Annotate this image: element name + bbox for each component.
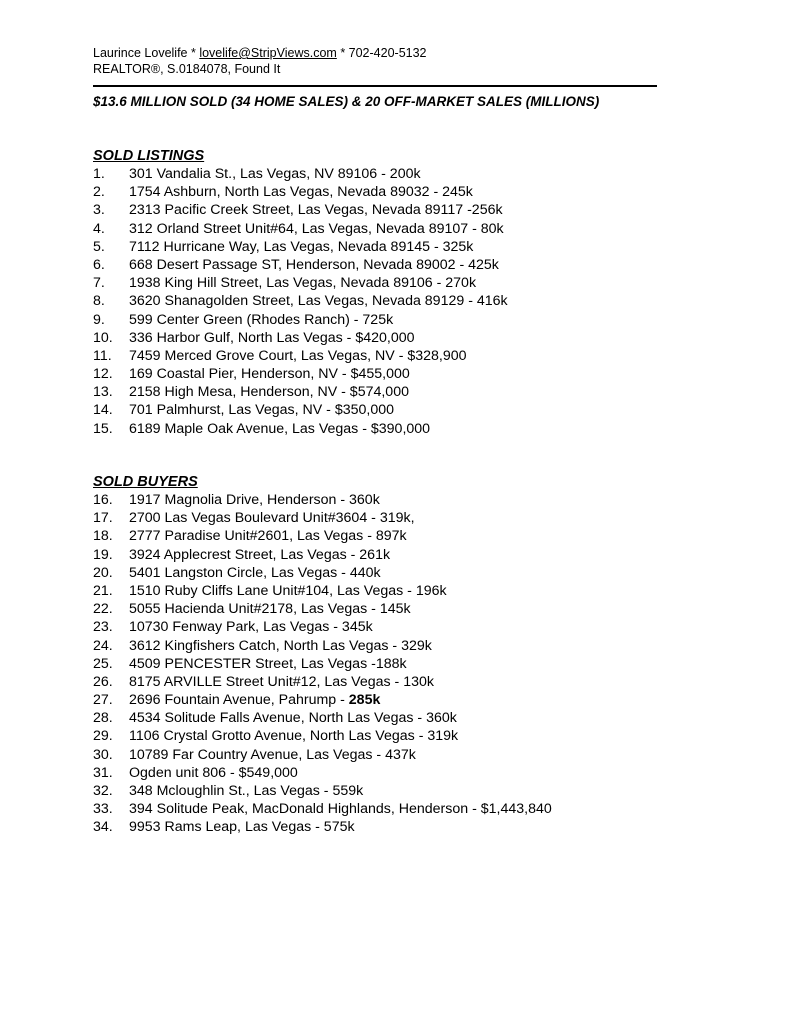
list-item bbox=[93, 564, 552, 582]
list-item bbox=[93, 365, 508, 383]
header-divider bbox=[93, 85, 657, 87]
item-text: 2696 Fountain Avenue, Pahrump - bbox=[129, 692, 349, 709]
item-text: 1106 Crystal Grotto Avenue, North Las Vegas - 319k bbox=[129, 728, 459, 745]
item-text: 7459 Merced Grove Court, Las Vegas, NV - $328,900 bbox=[129, 347, 467, 364]
item-text: 2158 High Mesa, Henderson, NV - $574,000 bbox=[129, 384, 409, 401]
contact-header bbox=[93, 45, 427, 77]
item-number: 4. bbox=[93, 220, 105, 237]
item-number: 28. bbox=[93, 710, 113, 727]
item-number: 24. bbox=[93, 637, 113, 654]
item-number: 30. bbox=[93, 746, 113, 763]
item-text: 7112 Hurricane Way, Las Vegas, Nevada 89145 - 325k bbox=[129, 238, 474, 255]
item-text: 1938 King Hill Street, Las Vegas, Nevada 89106 - 270k bbox=[129, 275, 477, 292]
item-text: 169 Coastal Pier, Henderson, NV - $455,000 bbox=[129, 366, 410, 383]
item-number: 26. bbox=[93, 673, 113, 690]
item-text: 5055 Hacienda Unit#2178, Las Vegas - 145k bbox=[129, 601, 411, 618]
list-item bbox=[93, 383, 508, 401]
item-number: 3. bbox=[93, 202, 105, 219]
item-number: 17. bbox=[93, 510, 113, 527]
list-item bbox=[93, 165, 508, 183]
list-item bbox=[93, 637, 552, 655]
list-item bbox=[93, 292, 508, 310]
item-number: 19. bbox=[93, 546, 113, 563]
item-number: 6. bbox=[93, 256, 105, 273]
item-number: 2. bbox=[93, 184, 105, 201]
list-item bbox=[93, 673, 552, 691]
email-link[interactable]: lovelife@StripViews.com bbox=[199, 46, 337, 60]
item-price-bold: 285k bbox=[348, 692, 381, 709]
item-text: 1754 Ashburn, North Las Vegas, Nevada 89032 - 245k bbox=[129, 184, 473, 201]
item-text: 10730 Fenway Park, Las Vegas - 345k bbox=[129, 619, 373, 636]
item-text: 599 Center Green (Rhodes Ranch) - 725k bbox=[129, 311, 394, 328]
item-number: 8. bbox=[93, 293, 105, 310]
item-text: 348 Mcloughlin St., Las Vegas - 559k bbox=[129, 783, 364, 799]
license-line: REALTOR®, S.0184078, Found It bbox=[93, 62, 281, 76]
item-number: 1. bbox=[93, 166, 105, 182]
item-text: 9953 Rams Leap, Las Vegas - 575k bbox=[129, 819, 355, 836]
item-text: 6189 Maple Oak Avenue, Las Vegas - $390,000 bbox=[129, 420, 431, 437]
item-text: Ogden unit 806 - $549,000 bbox=[129, 764, 298, 781]
item-text: 1510 Ruby Cliffs Lane Unit#104, Las Vegas - 196k bbox=[129, 582, 447, 599]
sold-listings-list bbox=[93, 165, 508, 438]
item-text: 394 Solitude Peak, MacDonald Highlands, Henderson - $1,443,840 bbox=[129, 801, 552, 818]
list-item bbox=[93, 618, 552, 636]
item-number: 29. bbox=[93, 728, 113, 745]
item-number: 11. bbox=[93, 347, 112, 364]
item-number: 23. bbox=[93, 619, 113, 636]
list-item bbox=[93, 800, 552, 818]
item-text: 3924 Applecrest Street, Las Vegas - 261k bbox=[129, 546, 391, 563]
item-number: 12. bbox=[93, 366, 113, 383]
item-text: 301 Vandalia St., Las Vegas, NV 89106 - 200k bbox=[129, 166, 421, 182]
item-number: 33. bbox=[93, 801, 113, 818]
item-text: 3620 Shanagolden Street, Las Vegas, Nevada 89129 - 416k bbox=[129, 293, 508, 310]
list-item bbox=[93, 347, 508, 365]
item-text: 336 Harbor Gulf, North Las Vegas - $420,000 bbox=[129, 329, 415, 346]
item-number: 21. bbox=[93, 582, 113, 599]
list-item bbox=[93, 401, 508, 419]
sales-headline: $13.6 MILLION SOLD (34 HOME SALES) & 20 OFF-MARKET SALES (MILLIONS) bbox=[93, 94, 600, 109]
item-text: 1917 Magnolia Drive, Henderson - 360k bbox=[129, 492, 380, 508]
item-text: 8175 ARVILLE Street Unit#12, Las Vegas - 130k bbox=[129, 673, 434, 690]
list-item bbox=[93, 329, 508, 347]
sold-buyers-title: SOLD BUYERS bbox=[93, 474, 198, 490]
item-number: 27. bbox=[93, 692, 113, 709]
agent-name: Laurince Lovelife * bbox=[93, 46, 200, 60]
agent-phone: * 702-420-5132 bbox=[336, 46, 427, 60]
item-text: 701 Palmhurst, Las Vegas, NV - $350,000 bbox=[129, 402, 394, 419]
list-item bbox=[93, 600, 552, 618]
list-item bbox=[93, 691, 552, 709]
item-text: 4534 Solitude Falls Avenue, North Las Vegas - 360k bbox=[129, 710, 457, 727]
list-item bbox=[93, 311, 508, 329]
list-item bbox=[93, 655, 552, 673]
item-number: 20. bbox=[93, 564, 113, 581]
sold-buyers-list bbox=[93, 491, 552, 837]
list-item bbox=[93, 238, 508, 256]
item-number: 34. bbox=[93, 819, 113, 836]
item-number: 15. bbox=[93, 420, 113, 437]
list-item bbox=[93, 546, 552, 564]
list-item bbox=[93, 527, 552, 545]
item-number: 10. bbox=[93, 329, 113, 346]
item-text: 4509 PENCESTER Street, Las Vegas -188k bbox=[129, 655, 407, 672]
list-item bbox=[93, 782, 552, 800]
item-text: 312 Orland Street Unit#64, Las Vegas, Nevada 89107 - 80k bbox=[129, 220, 504, 237]
list-item bbox=[93, 201, 508, 219]
item-number: 25. bbox=[93, 655, 113, 672]
list-item bbox=[93, 183, 508, 201]
item-number: 22. bbox=[93, 601, 113, 618]
item-number: 18. bbox=[93, 528, 113, 545]
item-number: 13. bbox=[93, 384, 113, 401]
item-text: 3612 Kingfishers Catch, North Las Vegas - 329k bbox=[129, 637, 432, 654]
item-number: 32. bbox=[93, 783, 113, 799]
item-text: 5401 Langston Circle, Las Vegas - 440k bbox=[129, 564, 381, 581]
item-text: 668 Desert Passage ST, Henderson, Nevada 89002 - 425k bbox=[129, 256, 499, 273]
item-number: 14. bbox=[93, 402, 113, 419]
list-item bbox=[93, 509, 552, 527]
contact-line-1 bbox=[93, 45, 427, 61]
item-text: 2700 Las Vegas Boulevard Unit#3604 - 319k, bbox=[129, 510, 415, 527]
list-item bbox=[93, 818, 552, 836]
item-number: 5. bbox=[93, 238, 105, 255]
list-item bbox=[93, 220, 508, 238]
item-text: 10789 Far Country Avenue, Las Vegas - 437k bbox=[129, 746, 416, 763]
list-item bbox=[93, 746, 552, 764]
list-item bbox=[93, 764, 552, 782]
item-text: 2313 Pacific Creek Street, Las Vegas, Nevada 89117 -256k bbox=[129, 202, 503, 219]
list-item bbox=[93, 274, 508, 292]
list-item bbox=[93, 709, 552, 727]
list-item bbox=[93, 727, 552, 745]
item-number: 9. bbox=[93, 311, 105, 328]
list-item bbox=[93, 420, 508, 438]
item-number: 31. bbox=[93, 764, 113, 781]
list-item bbox=[93, 491, 552, 509]
list-item bbox=[93, 582, 552, 600]
item-number: 16. bbox=[93, 492, 113, 508]
item-text: 2777 Paradise Unit#2601, Las Vegas - 897k bbox=[129, 528, 407, 545]
sold-listings-title: SOLD LISTINGS bbox=[93, 148, 205, 164]
item-number: 7. bbox=[93, 275, 105, 292]
list-item bbox=[93, 256, 508, 274]
